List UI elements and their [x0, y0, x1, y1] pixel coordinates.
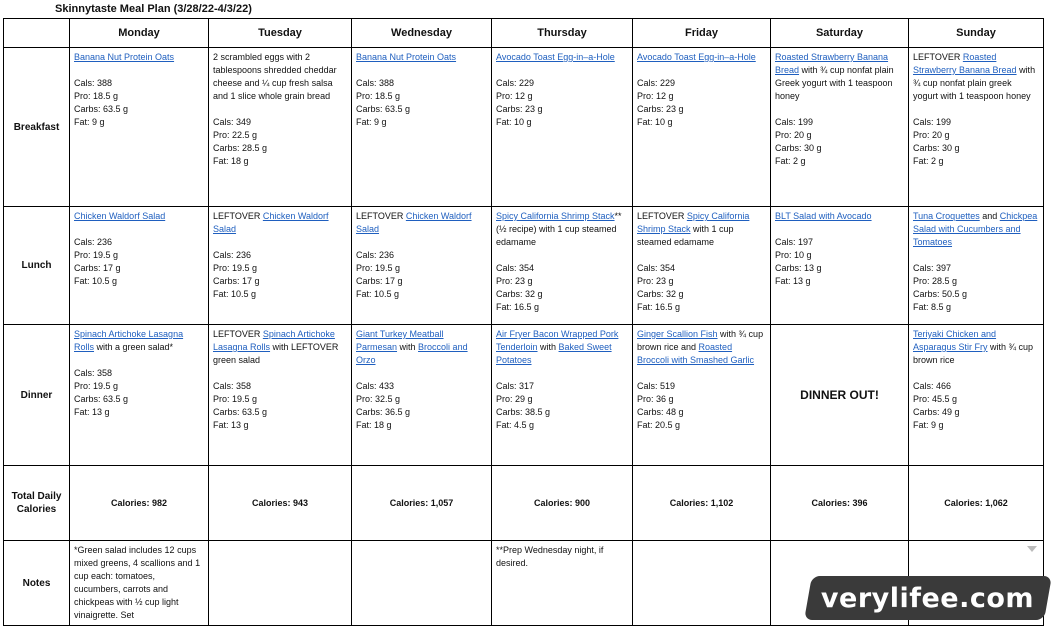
- nutrition-line: Fat: 9 g: [74, 117, 105, 127]
- nutrition-line: Pro: 23 g: [496, 276, 533, 286]
- nutrition-line: Carbs: 13 g: [775, 263, 822, 273]
- recipe-link[interactable]: Chicken Waldorf Salad: [74, 211, 166, 221]
- lunch-cell: [633, 207, 771, 325]
- nutrition-line: Pro: 29 g: [496, 394, 533, 404]
- nutrition-line: Cals: 466: [913, 381, 952, 391]
- nutrition-line: Carbs: 38.5 g: [496, 407, 551, 417]
- spacer: [496, 367, 628, 380]
- nutrition-line: Cals: 236: [356, 250, 395, 260]
- row-label-breakfast: Breakfast: [4, 48, 70, 207]
- daily-total: Calories: 1,057: [352, 466, 492, 541]
- nutrition-line: Pro: 19.5 g: [74, 250, 119, 260]
- lunch-cell: [909, 207, 1044, 325]
- spacer: [213, 367, 347, 380]
- nutrition-line: Cals: 519: [637, 381, 676, 391]
- recipe-link[interactable]: Air Fryer Bacon Wrapped Pork Tenderloin: [496, 329, 619, 352]
- meal-description: [913, 51, 1039, 103]
- meal-description: [913, 328, 1039, 367]
- day-header: Tuesday: [209, 19, 352, 48]
- nutrition-line: Cals: 388: [356, 78, 395, 88]
- meal-plan-table: [3, 18, 1044, 626]
- nutrition-line: Carbs: 30 g: [913, 143, 960, 153]
- nutrition-line: Carbs: 28.5 g: [213, 143, 268, 153]
- nutrition-line: Pro: 18.5 g: [356, 91, 401, 101]
- nutrition-line: Cals: 433: [356, 381, 395, 391]
- nutrition-line: Pro: 12 g: [637, 91, 674, 101]
- nutrition-line: Fat: 2 g: [775, 156, 806, 166]
- spacer: [356, 64, 487, 77]
- nutrition-line: Carbs: 17 g: [356, 276, 403, 286]
- dinner-cell: [633, 325, 771, 466]
- spacer: [213, 236, 347, 249]
- meal-description: [74, 328, 204, 354]
- nutrition-line: Carbs: 23 g: [496, 104, 543, 114]
- nutrition-line: Cals: 354: [496, 263, 535, 273]
- recipe-link[interactable]: Spinach Artichoke Lasagna Rolls: [74, 329, 184, 352]
- meal-text: 2 scrambled eggs with 2 tablespoons shredded cheddar cheese and ¼ cup fresh salsa and 1 slice whole grain bread: [213, 52, 337, 101]
- total-row: [4, 466, 1044, 541]
- recipe-link[interactable]: Banana Nut Protein Oats: [356, 52, 457, 62]
- spacer: [637, 367, 766, 380]
- nutrition-line: Pro: 23 g: [637, 276, 674, 286]
- dinner-row: [4, 325, 1044, 466]
- spacer: [213, 103, 347, 116]
- header-row: [4, 19, 1044, 48]
- day-header: Monday: [70, 19, 209, 48]
- daily-total: Calories: 396: [771, 466, 909, 541]
- meal-description: [356, 210, 487, 236]
- nutrition-line: Carbs: 50.5 g: [913, 289, 968, 299]
- daily-total: Calories: 982: [70, 466, 209, 541]
- nutrition-line: Carbs: 63.5 g: [74, 104, 129, 114]
- nutrition-line: Fat: 9 g: [356, 117, 387, 127]
- nutrition-line: Cals: 199: [913, 117, 952, 127]
- nutrition-line: Pro: 19.5 g: [356, 263, 401, 273]
- meal-description: [74, 51, 204, 64]
- breakfast-cell: [633, 48, 771, 207]
- nutrition-line: Fat: 18 g: [356, 420, 392, 430]
- recipe-link[interactable]: Chicken Waldorf Salad: [356, 211, 472, 234]
- nutrition-line: Cals: 236: [74, 237, 113, 247]
- lunch-cell: [352, 207, 492, 325]
- meal-description: [637, 210, 766, 249]
- nutrition-line: Cals: 358: [74, 368, 113, 378]
- spacer: [775, 103, 904, 116]
- nutrition-line: Pro: 20 g: [775, 130, 812, 140]
- nutrition-line: Carbs: 32 g: [637, 289, 684, 299]
- spacer: [913, 249, 1039, 262]
- lunch-cell: [209, 207, 352, 325]
- breakfast-cell: [352, 48, 492, 207]
- dinner-cell: [70, 325, 209, 466]
- nutrition-line: Fat: 18 g: [213, 156, 249, 166]
- breakfast-cell: [909, 48, 1044, 207]
- nutrition-line: Cals: 317: [496, 381, 535, 391]
- dinner-cell: DINNER OUT!: [771, 325, 909, 466]
- nutrition-line: Carbs: 17 g: [213, 276, 260, 286]
- recipe-link[interactable]: Roasted Broccoli with Smashed Garlic: [637, 342, 755, 365]
- nutrition-line: Fat: 10.5 g: [356, 289, 400, 299]
- meal-text: with ¾ cup nonfat plain Greek yogurt with 1 teaspoon honey: [775, 65, 894, 101]
- meal-text: LEFTOVER: [913, 52, 963, 62]
- nutrition-line: Fat: 16.5 g: [496, 302, 540, 312]
- nutrition-line: Cals: 349: [213, 117, 252, 127]
- spacer: [356, 367, 487, 380]
- nutrition-line: Pro: 10 g: [775, 250, 812, 260]
- nutrition-line: Pro: 19.5 g: [74, 381, 119, 391]
- recipe-link[interactable]: Ginger Scallion Fish: [637, 329, 718, 339]
- meal-text: with LEFTOVER green salad: [213, 342, 339, 365]
- meal-description: [637, 328, 766, 367]
- meal-description: [913, 210, 1039, 249]
- nutrition-line: Fat: 2 g: [913, 156, 944, 166]
- meal-text: LEFTOVER: [213, 329, 263, 339]
- watermark: [804, 576, 1052, 620]
- nutrition-line: Carbs: 63.5 g: [356, 104, 411, 114]
- nutrition-line: Fat: 10.5 g: [74, 276, 118, 286]
- nutrition-line: Pro: 19.5 g: [213, 394, 258, 404]
- nutrition-line: Carbs: 63.5 g: [74, 394, 129, 404]
- dinner-cell: [352, 325, 492, 466]
- meal-text: with a green salad*: [94, 342, 174, 352]
- meal-text: with ¾ cup brown rice: [913, 342, 1034, 365]
- meal-description: [356, 328, 487, 367]
- nutrition-line: Cals: 388: [74, 78, 113, 88]
- spacer: [74, 223, 204, 236]
- meal-description: [74, 210, 204, 223]
- recipe-link[interactable]: Avocado Toast Egg-in–a-Hole: [637, 52, 756, 62]
- meal-description: [213, 210, 347, 236]
- nutrition-line: Pro: 32.5 g: [356, 394, 401, 404]
- recipe-link[interactable]: BLT Salad with Avocado: [775, 211, 872, 221]
- lunch-cell: [771, 207, 909, 325]
- meal-description: [496, 210, 628, 249]
- meal-description: [496, 328, 628, 367]
- spacer: [74, 64, 204, 77]
- day-header: Thursday: [492, 19, 633, 48]
- recipe-link[interactable]: Chicken Waldorf Salad: [213, 211, 329, 234]
- nutrition-line: Fat: 10 g: [496, 117, 532, 127]
- row-label-lunch: Lunch: [4, 207, 70, 325]
- day-header: Friday: [633, 19, 771, 48]
- nutrition-line: Fat: 4.5 g: [496, 420, 535, 430]
- recipe-link[interactable]: Roasted Strawberry Banana Bread: [775, 52, 889, 75]
- watermark-text: verylifee.com: [821, 582, 1035, 614]
- meal-text: with 1 cup steamed edamame: [637, 224, 734, 247]
- dropdown-arrow-icon[interactable]: [1027, 546, 1037, 552]
- nutrition-line: Fat: 9 g: [913, 420, 944, 430]
- nutrition-line: Carbs: 36.5 g: [356, 407, 411, 417]
- meal-text: LEFTOVER: [213, 211, 263, 221]
- day-header: Wednesday: [352, 19, 492, 48]
- nutrition-line: Carbs: 30 g: [775, 143, 822, 153]
- lunch-cell: [70, 207, 209, 325]
- daily-total: Calories: 943: [209, 466, 352, 541]
- nutrition-line: Carbs: 63.5 g: [213, 407, 268, 417]
- nutrition-line: Fat: 8.5 g: [913, 302, 952, 312]
- notes-cell: *Green salad includes 12 cups mixed greens, 4 scallions and 1 cup each: tomatoes, cucumbers, carrots and chickpeas with ½ cup light vinaigrette. Set: [70, 541, 209, 626]
- spacer: [496, 64, 628, 77]
- breakfast-row: [4, 48, 1044, 207]
- nutrition-line: Pro: 19.5 g: [213, 263, 258, 273]
- nutrition-line: Carbs: 49 g: [913, 407, 960, 417]
- nutrition-line: Cals: 236: [213, 250, 252, 260]
- meal-text: and: [979, 211, 1000, 221]
- nutrition-line: Carbs: 23 g: [637, 104, 684, 114]
- recipe-link[interactable]: Broccoli and Orzo: [356, 342, 468, 365]
- daily-total: Calories: 1,102: [633, 466, 771, 541]
- nutrition-line: Carbs: 17 g: [74, 263, 121, 273]
- meal-text: with ¾ cup nonfat plain greek yogurt with 1 teaspoon honey: [913, 65, 1036, 101]
- spacer: [637, 64, 766, 77]
- nutrition-line: Pro: 28.5 g: [913, 276, 958, 286]
- recipe-link[interactable]: Spinach Artichoke Lasagna Rolls: [213, 329, 335, 352]
- nutrition-line: Pro: 36 g: [637, 394, 674, 404]
- nutrition-line: Cals: 397: [913, 263, 952, 273]
- nutrition-line: Cals: 358: [213, 381, 252, 391]
- nutrition-line: Fat: 10.5 g: [213, 289, 257, 299]
- lunch-row: [4, 207, 1044, 325]
- row-label-notes: Notes: [4, 541, 70, 626]
- recipe-link[interactable]: Avocado Toast Egg-in–a-Hole: [496, 52, 615, 62]
- row-label-total: Total Daily Calories: [4, 466, 70, 541]
- meal-text: ** (½ recipe) with 1 cup steamed edamame: [496, 211, 622, 247]
- recipe-link[interactable]: Banana Nut Protein Oats: [74, 52, 175, 62]
- nutrition-line: Fat: 13 g: [74, 407, 110, 417]
- nutrition-line: Carbs: 32 g: [496, 289, 543, 299]
- spacer: [913, 367, 1039, 380]
- lunch-cell: [492, 207, 633, 325]
- nutrition-line: Cals: 199: [775, 117, 814, 127]
- nutrition-line: Fat: 13 g: [775, 276, 811, 286]
- recipe-link[interactable]: Giant Turkey Meatball Parmesan: [356, 329, 444, 352]
- nutrition-line: Fat: 16.5 g: [637, 302, 681, 312]
- meal-description: [637, 51, 766, 64]
- breakfast-cell: [209, 48, 352, 207]
- notes-cell: **Prep Wednesday night, if desired.: [492, 541, 633, 626]
- meal-text: with: [397, 342, 419, 352]
- spacer: [356, 236, 487, 249]
- recipe-link[interactable]: Baked Sweet Potatoes: [496, 342, 612, 365]
- document-title: Skinnytaste Meal Plan (3/28/22-4/3/22): [55, 3, 252, 15]
- daily-total: Calories: 1,062: [909, 466, 1044, 541]
- day-header: Sunday: [909, 19, 1044, 48]
- nutrition-line: Cals: 229: [496, 78, 535, 88]
- dinner-cell: [209, 325, 352, 466]
- corner-cell: [4, 19, 70, 48]
- notes-cell: [633, 541, 771, 626]
- nutrition-line: Pro: 22.5 g: [213, 130, 258, 140]
- meal-description: [496, 51, 628, 64]
- meal-description: [775, 51, 904, 103]
- nutrition-line: Cals: 197: [775, 237, 814, 247]
- meal-text: LEFTOVER: [637, 211, 687, 221]
- meal-description: [213, 51, 347, 103]
- nutrition-line: Cals: 354: [637, 263, 676, 273]
- dinner-cell: [909, 325, 1044, 466]
- nutrition-line: Pro: 18.5 g: [74, 91, 119, 101]
- breakfast-cell: [771, 48, 909, 207]
- notes-cell: [209, 541, 352, 626]
- recipe-link[interactable]: Spicy California Shrimp Stack: [496, 211, 615, 221]
- spacer: [496, 249, 628, 262]
- spacer: [775, 223, 904, 236]
- recipe-link[interactable]: Spicy California Shrimp Stack: [637, 211, 750, 234]
- nutrition-line: Carbs: 48 g: [637, 407, 684, 417]
- nutrition-line: Pro: 20 g: [913, 130, 950, 140]
- dinner-cell: [492, 325, 633, 466]
- meal-text: LEFTOVER: [356, 211, 406, 221]
- breakfast-cell: [70, 48, 209, 207]
- meal-text: with ¾ cup brown rice and: [637, 329, 764, 352]
- recipe-link[interactable]: Teriyaki Chicken and Asparagus Stir Fry: [913, 329, 997, 352]
- spacer: [637, 249, 766, 262]
- nutrition-line: Pro: 12 g: [496, 91, 533, 101]
- meal-description: [213, 328, 347, 367]
- recipe-link[interactable]: Roasted Strawberry Banana Bread: [913, 52, 1017, 75]
- recipe-link[interactable]: Chickpea Salad with Cucumbers and Tomatoes: [913, 211, 1038, 247]
- meal-description: [356, 51, 487, 64]
- meal-text: with: [537, 342, 559, 352]
- row-label-dinner: Dinner: [4, 325, 70, 466]
- nutrition-line: Fat: 10 g: [637, 117, 673, 127]
- day-header: Saturday: [771, 19, 909, 48]
- nutrition-line: Fat: 20.5 g: [637, 420, 681, 430]
- nutrition-line: Cals: 229: [637, 78, 676, 88]
- spacer: [913, 103, 1039, 116]
- spacer: [74, 354, 204, 367]
- recipe-link[interactable]: Tuna Croquettes: [913, 211, 980, 221]
- meal-description: [775, 210, 904, 223]
- nutrition-line: Fat: 13 g: [213, 420, 249, 430]
- breakfast-cell: [492, 48, 633, 207]
- notes-cell: [352, 541, 492, 626]
- daily-total: Calories: 900: [492, 466, 633, 541]
- nutrition-line: Pro: 45.5 g: [913, 394, 958, 404]
